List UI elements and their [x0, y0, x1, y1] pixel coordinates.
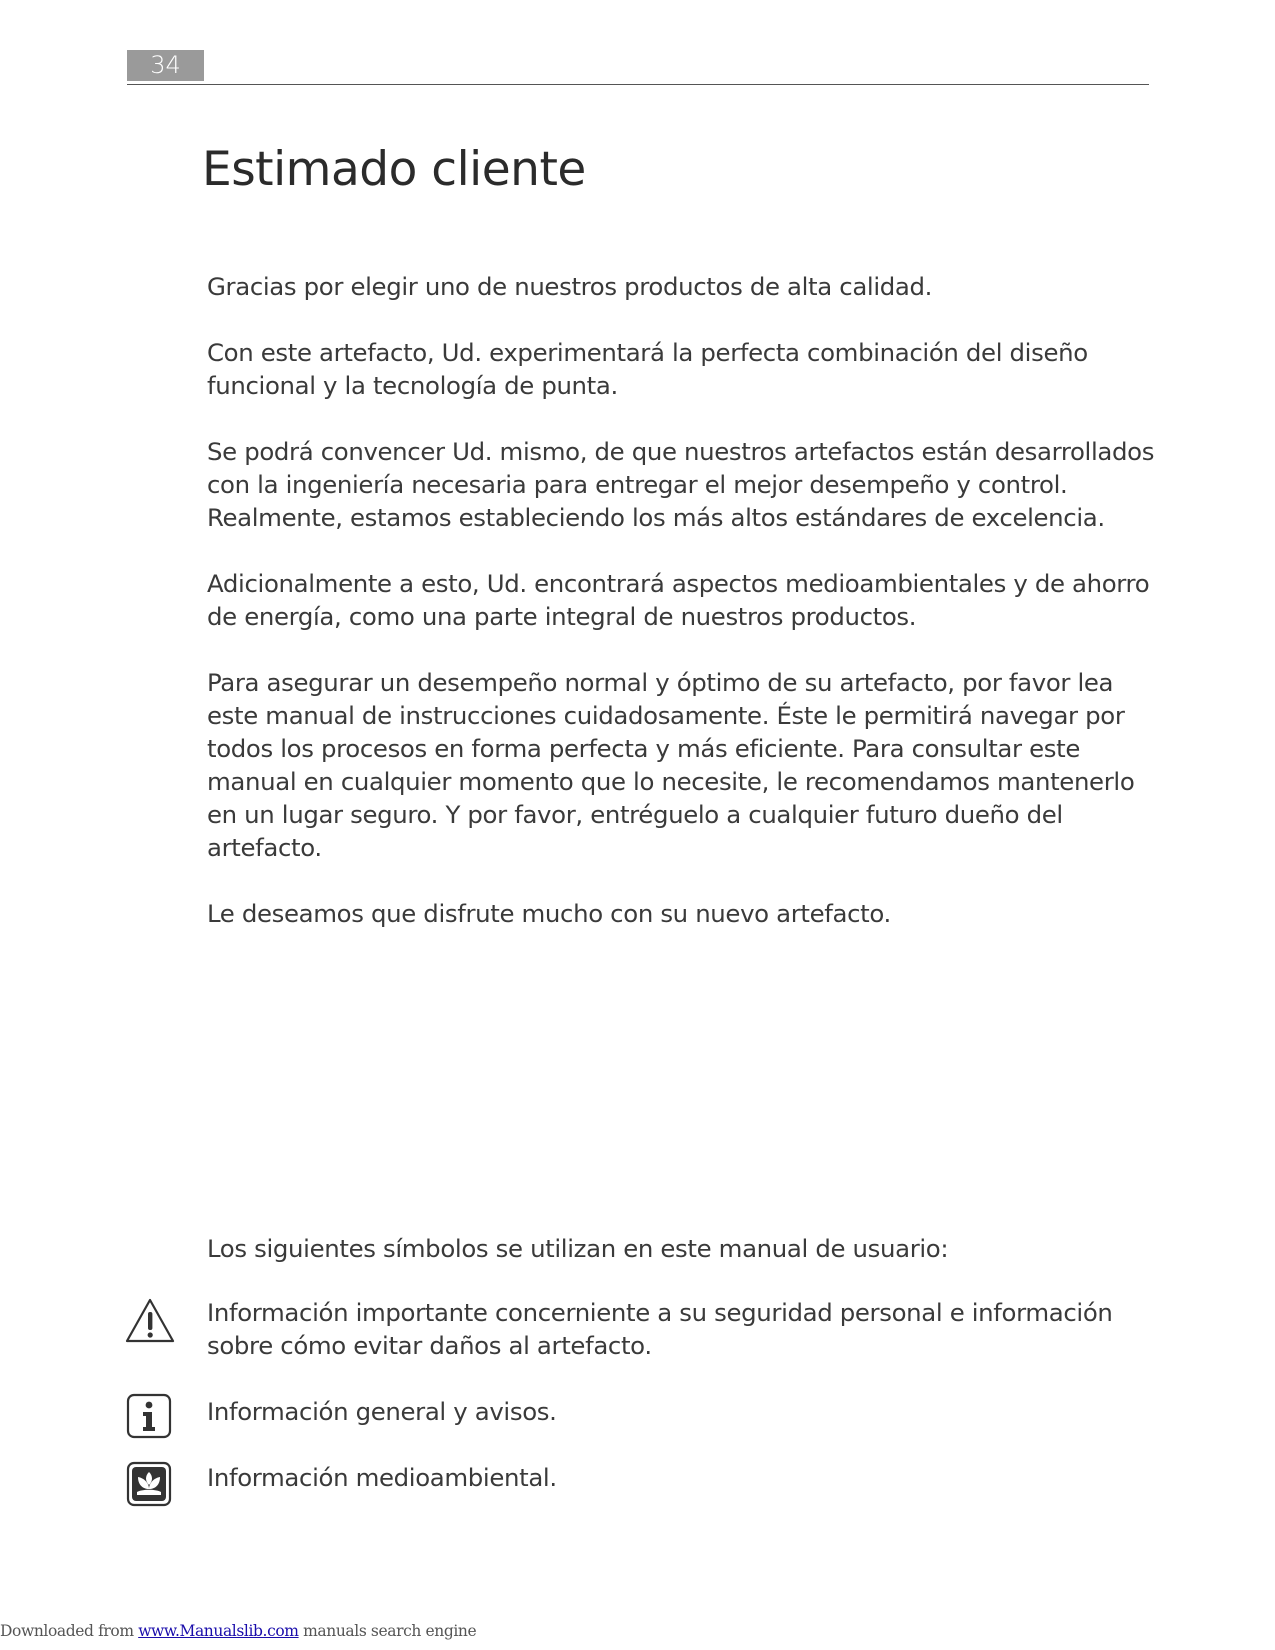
intro-paragraph: Gracias por elegir uno de nuestros productos de alta calidad. [207, 272, 933, 301]
header-divider [127, 84, 1149, 85]
page-title: Estimado cliente [202, 142, 586, 197]
footer [0, 1622, 476, 1640]
intro-paragraph: Con este artefacto, Ud. experimentará la perfecta combinación del diseño funcional y la tecnología de punta. [207, 338, 1088, 400]
legend-text: Información importante concerniente a su seguridad personal e información sobre cómo evitar daños al artefacto. [207, 1298, 1113, 1360]
page-number: 34 [150, 51, 181, 79]
footer-prefix: Downloaded from [0, 1622, 139, 1640]
legend-text: Información general y avisos. [207, 1397, 557, 1426]
intro-paragraph: Se podrá convencer Ud. mismo, de que nuestros artefactos están desarrollados con la ingeniería necesaria para entregar el mejor desempeño y control. Realmente, estamos estableciendo los más altos estándares de excelencia. [207, 437, 1155, 532]
warning-triangle-icon [124, 1296, 176, 1348]
footer-suffix: manuals search engine [298, 1622, 477, 1640]
intro-section [207, 270, 1157, 963]
page-number-badge [127, 50, 204, 81]
intro-paragraph: Le deseamos que disfrute mucho con su nuevo artefacto. [207, 899, 891, 928]
environment-icon [124, 1459, 176, 1511]
info-icon [124, 1391, 176, 1443]
intro-paragraph: Para asegurar un desempeño normal y óptimo de su artefacto, por favor lea este manual de instrucciones cuidadosamente. Éste le permitirá navegar por todos los procesos en forma perfecta y más eficiente. Para consultar este manual en cualquier momento que lo necesite, le recomendamos mantenerlo en un lugar seguro. Y por favor, entréguelo a cualquier futuro dueño del artefacto. [207, 668, 1135, 862]
legend-text: Información medioambiental. [207, 1463, 557, 1492]
symbols-intro: Los siguientes símbolos se utilizan en este manual de usuario: [207, 1234, 949, 1263]
intro-paragraph: Adicionalmente a esto, Ud. encontrará aspectos medioambientales y de ahorro de energía, como una parte integral de nuestros productos. [207, 569, 1150, 631]
footer-link[interactable]: www.Manualslib.com [138, 1622, 299, 1640]
